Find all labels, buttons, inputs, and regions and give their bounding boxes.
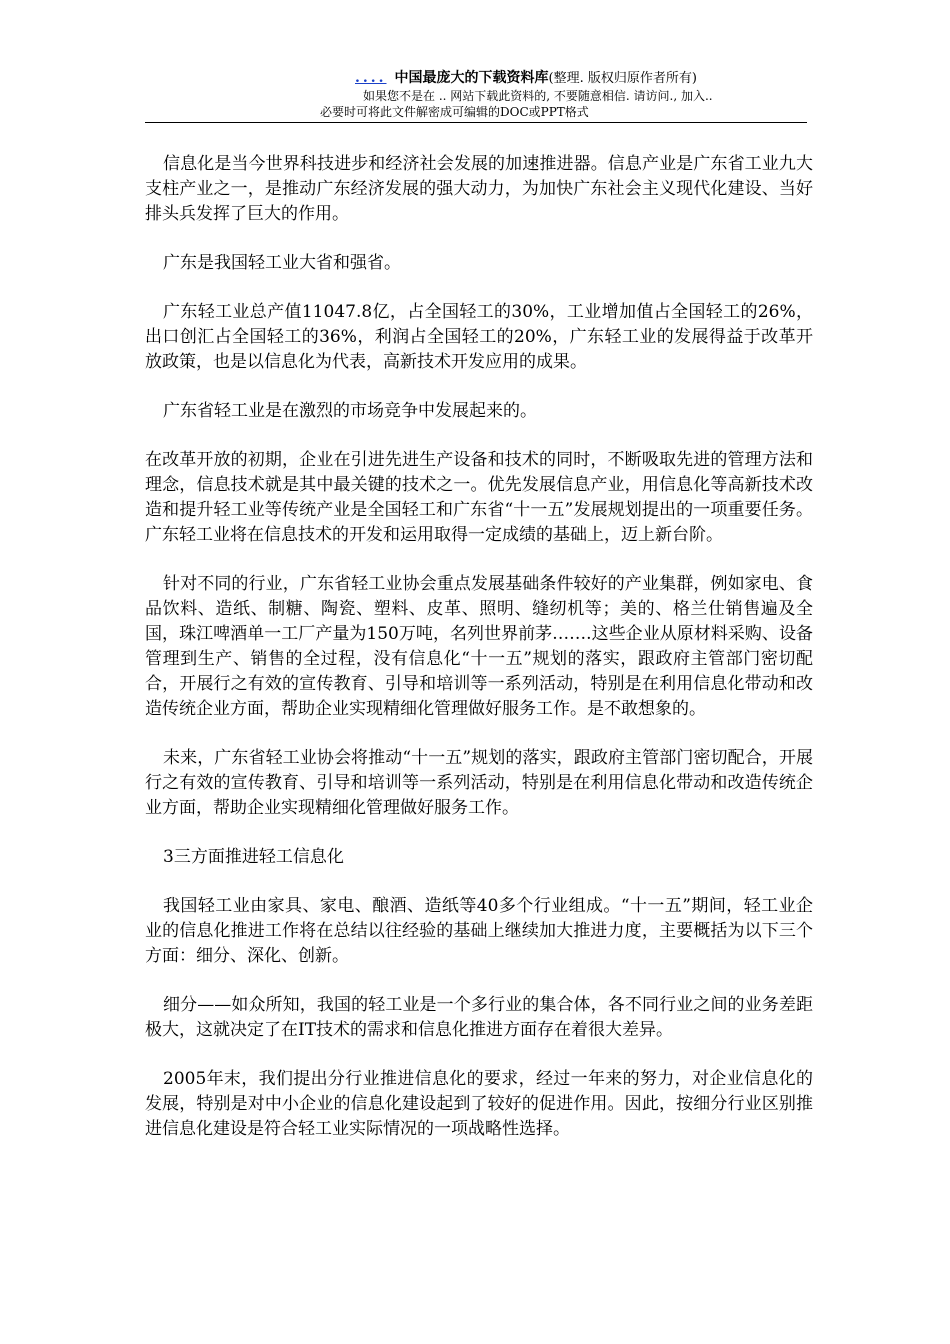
paragraph: 在改革开放的初期，企业在引进先进生产设备和技术的同时，不断吸取先进的管理方法和理念，信息技术就是其中最关键的技术之一。优先发展信息产业，用信息化等高新技术改造和提升轻工业等传统产业是全国轻工和广东省“十一五”发展规划提出的一项重要任务。广东轻工业将在信息技术的开发和运用取得一定成绩的基础上，迈上新台阶。 xyxy=(145,450,813,545)
paragraph: 广东轻工业总产值11047.8亿，占全国轻工的30%，工业增加值占全国轻工的26%，出口创汇占全国轻工的36%，利润占全国轻工的20%，广东轻工业的发展得益于改革开放政策，也是以信息化为代表，高新技术开发应用的成果。 xyxy=(145,302,813,372)
page-header xyxy=(145,68,807,123)
paragraph: 2005年末，我们提出分行业推进信息化的要求，经过一年来的努力，对企业信息化的发展，特别是对中小企业的信息化建设起到了较好的促进作用。因此，按细分行业区别推进信息化建设是符合轻工业实际情况的一项战略性选择。 xyxy=(145,1069,813,1139)
header-copyright-note: (整理. 版权归原作者所有) xyxy=(548,71,697,86)
header-title-line xyxy=(355,69,697,88)
paragraph: 广东是我国轻工业大省和强省。 xyxy=(163,253,401,273)
paragraph: 未来，广东省轻工业协会将推动“十一五”规划的落实，跟政府主管部门密切配合，开展行之有效的宣传教育、引导和培训等一系列活动，特别是在利用信息化带动和改造传统企业方面，帮助企业实现精细化管理做好服务工作。 xyxy=(145,748,813,818)
section-heading: 3三方面推进轻工信息化 xyxy=(163,847,344,867)
paragraph: 我国轻工业由家具、家电、酿酒、造纸等40多个行业组成。“十一五”期间，轻工业企业的信息化推进工作将在总结以往经验的基础上继续加大推进力度，主要概括为以下三个方面：细分、深化、创新。 xyxy=(145,896,813,966)
header-link-dots[interactable]: .... xyxy=(355,70,387,86)
document-body xyxy=(145,152,813,1166)
paragraph: 针对不同的行业，广东省轻工业协会重点发展基础条件较好的产业集群，例如家电、食品饮料、造纸、制糖、陶瓷、塑料、皮革、照明、缝纫机等；美的、格兰仕销售遍及全国，珠江啤酒单一工厂产量为150万吨，名列世界前茅…….这些企业从原材料采购、设备管理到生产、销售的全过程，没有信息化“十一五”规划的落实，跟政府主管部门密切配合，开展行之有效的宣传教育、引导和培训等一系列活动，特别是在利用信息化带动和改造传统企业方面，帮助企业实现精细化管理做好服务工作。是不敢想象的。 xyxy=(145,574,813,719)
paragraph: 信息化是当今世界科技进步和经济社会发展的加速推进器。信息产业是广东省工业九大支柱产业之一，是推动广东经济发展的强大动力，为加快广东社会主义现代化建设、当好排头兵发挥了巨大的作用。 xyxy=(145,154,813,224)
header-notice: 如果您不是在 .. 网站下载此资料的, 不要随意相信. 请访问., 加入.. xyxy=(363,89,713,103)
header-format-note: 必要时可将此文件解密成可编辑的DOC或PPT格式 xyxy=(320,105,589,119)
paragraph: 细分——如众所知，我国的轻工业是一个多行业的集合体，各不同行业之间的业务差距极大，这就决定了在IT技术的需求和信息化推进方面存在着很大差异。 xyxy=(145,995,813,1040)
header-title: 中国最庞大的下载资料库 xyxy=(394,70,549,86)
paragraph: 广东省轻工业是在激烈的市场竞争中发展起来的。 xyxy=(163,401,537,421)
